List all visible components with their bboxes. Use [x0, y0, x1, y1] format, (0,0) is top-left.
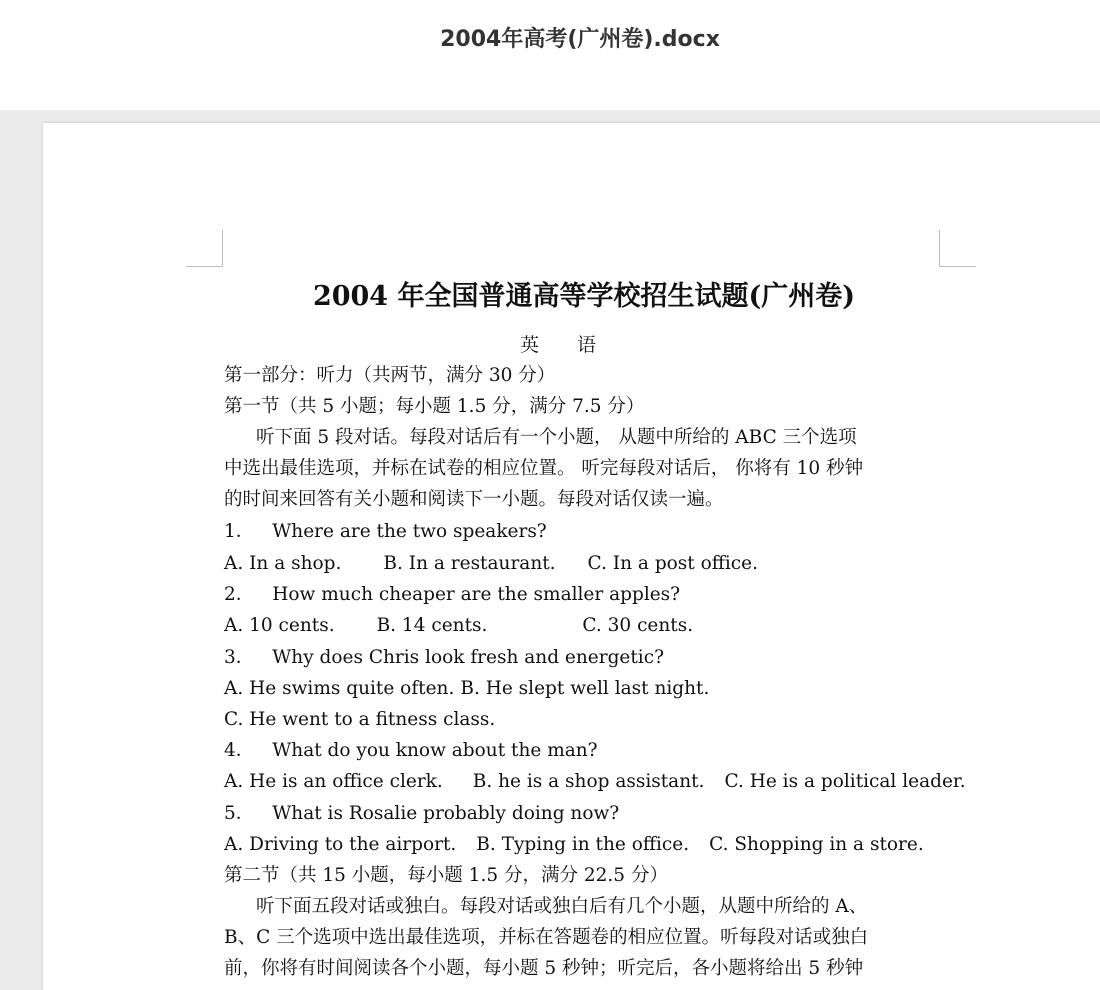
option: C. He is a political leader. — [724, 771, 966, 792]
exam-title: 2004 年全国普通高等学校招生试题(广州卷) — [312, 281, 856, 312]
option: A. Driving to the airport. — [224, 834, 457, 855]
question-1 — [224, 523, 547, 542]
question-text: Where are the two speakers? — [272, 521, 547, 542]
section2-instruction-line: 前，你将有时间阅读各个小题，每小题 5 秒钟；听完后，各小题将给出 5 秒钟 — [224, 958, 864, 979]
option: C. He went to a fitness class. — [224, 709, 496, 730]
question-3-options — [224, 711, 495, 730]
question-2-options — [224, 617, 693, 636]
question-text: How much cheaper are the smaller apples? — [272, 584, 681, 605]
section2-heading: 第二节（共 15 小题，每小题 1.5 分，满分 22.5 分） — [224, 865, 668, 886]
margin-corner-top-left — [186, 230, 223, 267]
question-5 — [224, 805, 619, 824]
question-text: Why does Chris look fresh and energetic? — [272, 647, 665, 668]
subject-heading: 英语 — [519, 334, 634, 356]
option: B. 14 cents. — [376, 615, 488, 636]
option: A. He swims quite often. — [224, 678, 455, 699]
title-bar — [0, 0, 1100, 110]
section1-instruction-line: 听下面 5 段对话。每段对话后有一个小题， 从题中所给的 ABC 三个选项 — [256, 427, 857, 448]
question-number: 2． — [224, 584, 255, 605]
margin-corner-top-right — [939, 230, 976, 267]
option: B. He slept well last night. — [460, 678, 710, 699]
section2-instruction-line: B、C 三个选项中选出最佳选项，并标在答题卷的相应位置。听每段对话或独白 — [224, 927, 869, 948]
question-number: 3． — [224, 647, 255, 668]
option: A. In a shop. — [224, 553, 342, 574]
option: C. Shopping in a store. — [709, 834, 924, 855]
question-2 — [224, 586, 680, 605]
option: B. In a restaurant. — [383, 553, 556, 574]
question-text: What is Rosalie probably doing now? — [272, 803, 620, 824]
section2-instruction-line: 听下面五段对话或独白。每段对话或独白后有几个小题，从题中所给的 A、 — [256, 896, 868, 917]
option: C. 30 cents. — [582, 615, 694, 636]
option: A. He is an office clerk. — [224, 771, 443, 792]
question-1-options — [224, 555, 758, 574]
question-4-options — [224, 773, 966, 792]
section1-instruction-line: 的时间来回答有关小题和阅读下一小题。每段对话仅读一遍。 — [224, 489, 724, 510]
option: A. 10 cents. — [224, 615, 335, 636]
question-4 — [224, 742, 598, 761]
option: B. Typing in the office. — [476, 834, 690, 855]
option: B. he is a shop assistant. — [472, 771, 705, 792]
question-number: 5． — [224, 803, 255, 824]
question-text: What do you know about the man? — [272, 740, 598, 761]
section1-instruction-line: 中选出最佳选项，并标在试卷的相应位置。 听完每段对话后， 你将有 10 秒钟 — [224, 458, 864, 479]
document-page — [43, 123, 1100, 990]
document-filename: 2004年高考(广州卷).docx — [440, 27, 720, 52]
document-viewer[interactable] — [0, 110, 1100, 990]
question-5-options — [224, 836, 924, 855]
question-3-options — [224, 680, 709, 699]
option: C. In a post office. — [587, 553, 758, 574]
question-3 — [224, 649, 664, 668]
question-number: 4． — [224, 740, 255, 761]
section1-heading: 第一节（共 5 小题；每小题 1.5 分，满分 7.5 分） — [224, 396, 645, 417]
question-number: 1． — [224, 521, 255, 542]
part1-heading: 第一部分：听力（共两节，满分 30 分） — [224, 365, 556, 386]
